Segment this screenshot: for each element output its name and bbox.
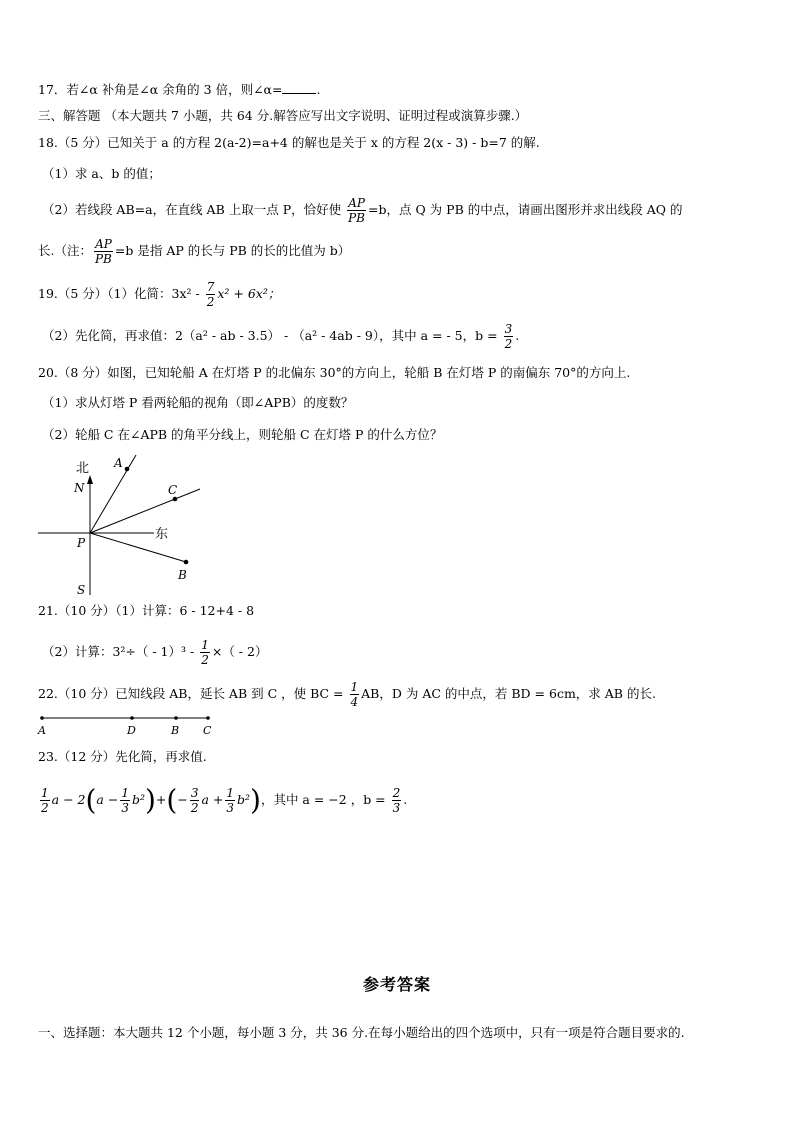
ratio-fraction-note: $\frac{AP}{PB}$: [94, 237, 112, 266]
label-n: N: [74, 481, 85, 495]
point-d-seg: [130, 716, 134, 720]
point-a: [125, 467, 130, 472]
label-b: B: [178, 568, 187, 582]
label-d-seg: D: [127, 724, 136, 737]
q18-part2: （2）若线段 AB=a，在直线 AB 上取一点 P，恰好使 $\frac{AP}{PB}$ =b，点 Q 为 PB 的中点，请画出图形并求出线段 AQ 的: [42, 196, 683, 225]
segment-diagram: [36, 710, 221, 740]
label-a-seg: A: [38, 724, 46, 737]
fraction-1-4: $\frac{1}{4}$: [350, 680, 359, 709]
point-c-seg: [206, 716, 210, 720]
point-a-seg: [40, 716, 44, 720]
fraction-7-2: $\frac{7}{2}$: [206, 280, 215, 309]
q20-stem: 20.（8 分）如图，已知轮船 A 在灯塔 P 的北偏东 30°的方向上，轮船 B 在灯塔 P 的南偏东 70°的方向上.: [38, 365, 631, 380]
q18-note: 长.（注： $\frac{AP}{PB}$ =b 是指 AP 的长与 PB 的长的比值为 b）: [38, 237, 351, 266]
q23-stem: 23.（12 分）先化简，再求值.: [38, 749, 207, 764]
ratio-fraction: $\frac{AP}{PB}$: [348, 196, 366, 225]
q20-part2: （2）轮船 C 在∠APB 的角平分线上，则轮船 C 在灯塔 P 的什么方位？: [42, 427, 443, 442]
fraction-3-2: $\frac{3}{2}$: [504, 322, 513, 351]
ray-pb: [90, 533, 186, 562]
label-p: P: [77, 536, 86, 550]
answer-heading: 参考答案: [362, 975, 431, 994]
label-a: A: [114, 456, 123, 470]
label-east-cn: 东: [155, 527, 169, 542]
q19-part2: （2）先化简，再求值：2（a² - ab - 3.5） - （a² - 4ab - 9），其中 a = - 5，b = $\frac{3}{2}$ .: [42, 322, 520, 351]
q17-line: 17．若∠α 补角是∠α 余角的 3 倍，则∠α= .: [38, 82, 321, 97]
label-s: S: [77, 583, 86, 597]
q23-expression: $\frac{1}{2}$ a − 2(a − $\frac{1}{3}$ b²)+(− $\frac{3}{2}$ a + $\frac{1}{3}$ b²)，其中 a = −2 ，b = $\frac{2}{3}$ .: [41, 783, 408, 817]
label-c: C: [168, 483, 178, 497]
q19-part1: 19.（5 分）（1）化简：3x² - $\frac{7}{2}$ x² + 6x²；: [38, 280, 281, 309]
q21-part1: 21.（10 分）（1）计算：6 - 12+4 - 8: [38, 603, 255, 618]
q22-stem: 22.（10 分）已知线段 AB，延长 AB 到 C ，使 BC = $\frac{1}{4}$ AB，D 为 AC 的中点，若 BD = 6cm，求 AB 的长.: [38, 680, 656, 709]
q21-part2: （2）计算：3²÷（ - 1）³ - $\frac{1}{2}$ ×（ - 2）: [42, 638, 268, 667]
label-c-seg: C: [203, 724, 212, 737]
q18-part1: （1）求 a、b 的值；: [42, 166, 161, 181]
label-b-seg: B: [171, 724, 180, 737]
answer-section1: 一、选择题：本大题共 12 个小题，每小题 3 分，共 36 分.在每小题给出的四个选项中，只有一项是符合题目要求的.: [38, 1025, 685, 1040]
point-c: [173, 497, 178, 502]
fraction-1-2: $\frac{1}{2}$: [201, 638, 209, 667]
label-north-cn: 北: [76, 461, 90, 476]
answer-blank: [282, 81, 316, 94]
point-b: [184, 560, 189, 565]
north-arrow: [87, 475, 93, 484]
section3-heading: 三、解答题 （本大题共 7 小题，共 64 分.解答应写出文字说明、证明过程或演算步骤.）: [38, 108, 528, 123]
point-b-seg: [174, 716, 178, 720]
compass-diagram: [36, 455, 216, 600]
q18-stem: 18.（5 分）已知关于 a 的方程 2(a-2)=a+4 的解也是关于 x 的方程 2(x - 3) - b=7 的解.: [38, 135, 540, 150]
q17-text: 17．若∠α 补角是∠α 余角的 3 倍，则∠α=: [38, 82, 283, 97]
q20-part1: （1）求从灯塔 P 看两轮船的视角（即∠APB）的度数？: [42, 395, 354, 410]
ray-pc: [90, 489, 200, 533]
ray-pa: [90, 455, 136, 533]
